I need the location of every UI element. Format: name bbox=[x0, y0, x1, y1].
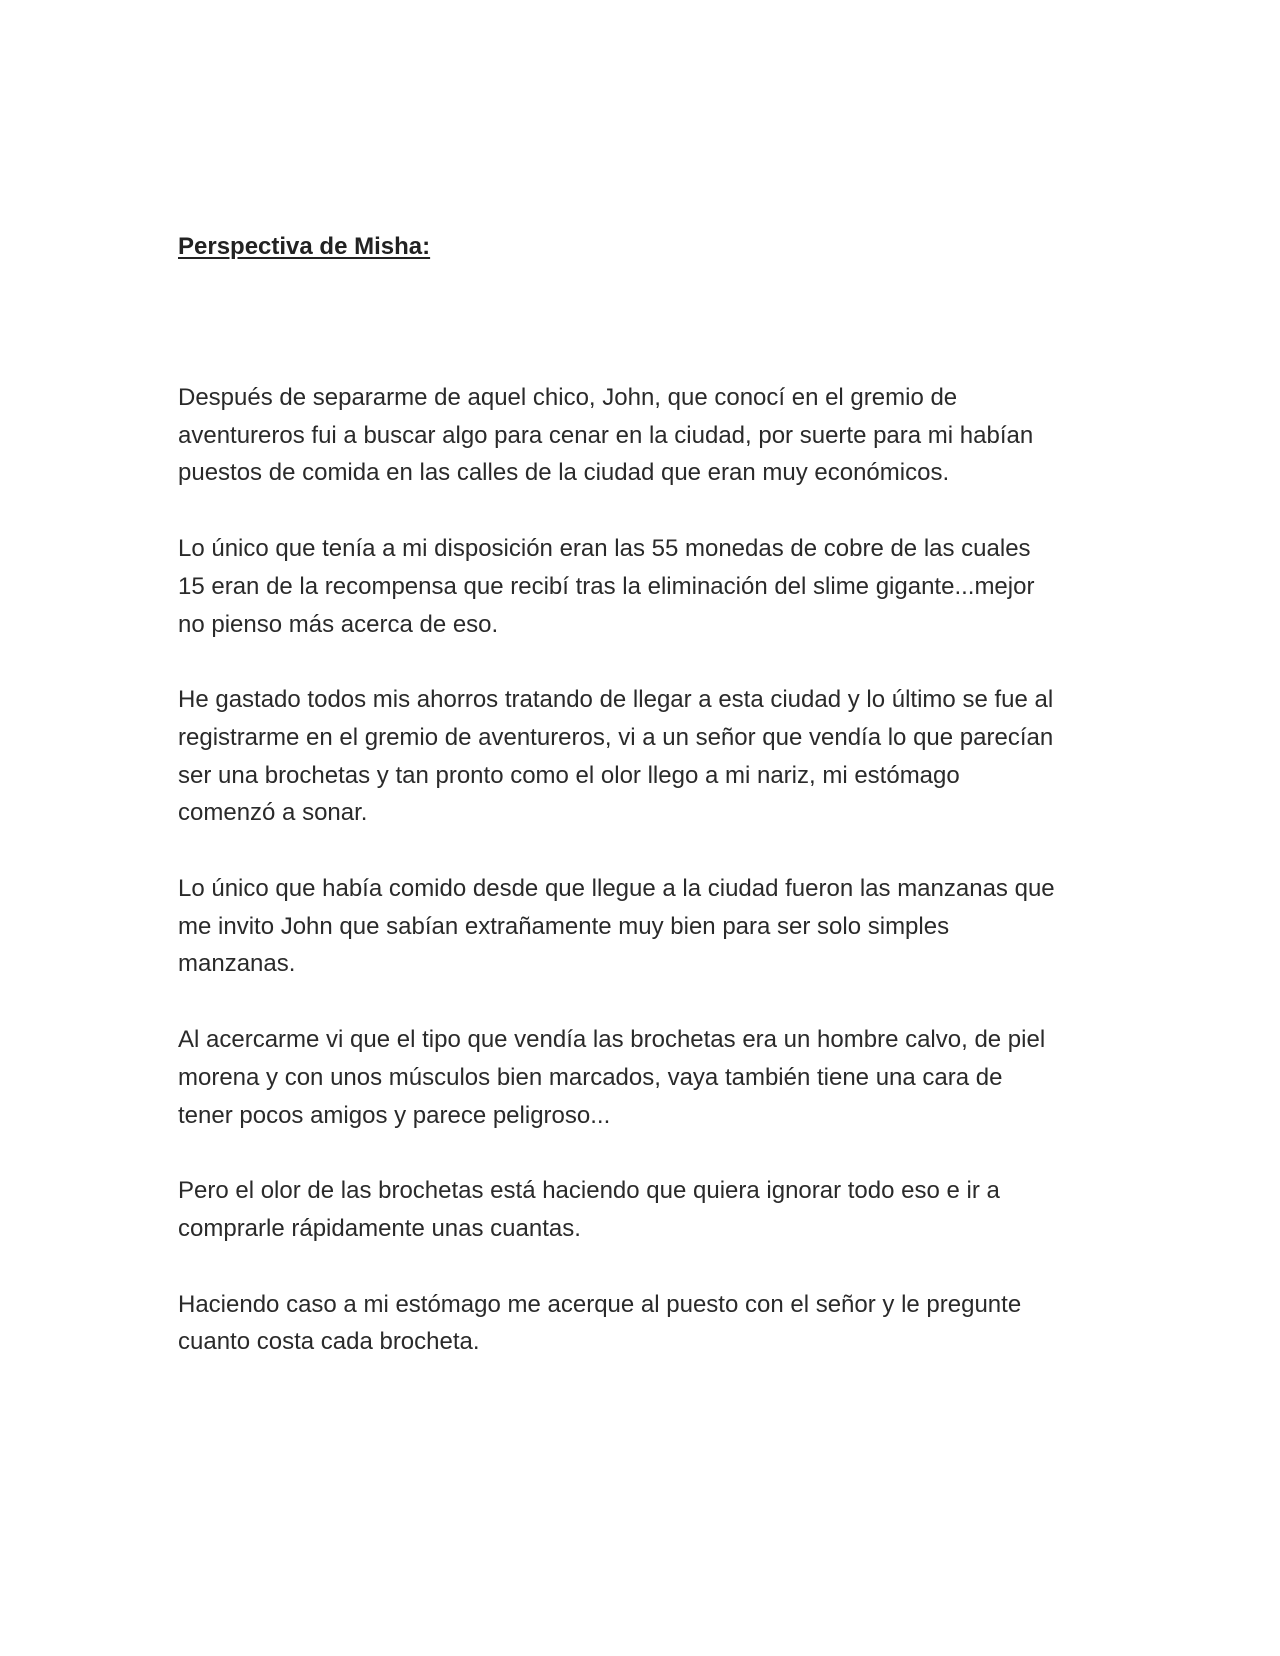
text-line: Pero el olor de las brochetas está haciendo que quiera ignorar todo eso e ir a bbox=[178, 1177, 1000, 1205]
text-line: comprarle rápidamente unas cuantas. bbox=[178, 1214, 581, 1242]
paragraph-7 bbox=[178, 1286, 1108, 1361]
text-line: Haciendo caso a mi estómago me acerque al puesto con el señor y le pregunte bbox=[178, 1290, 1022, 1318]
paragraph-1 bbox=[178, 379, 1108, 492]
text-line: Lo único que había comido desde que llegue a la ciudad fueron las manzanas que bbox=[178, 875, 1055, 903]
text-line: Después de separarme de aquel chico, John, que conocí en el gremio de bbox=[178, 384, 958, 411]
paragraph-5 bbox=[178, 1021, 1108, 1134]
text-line: registrarme en el gremio de aventureros, vi a un señor que vendía lo que parecían bbox=[178, 723, 1054, 751]
paragraph-6 bbox=[178, 1172, 1108, 1247]
text-line: no pienso más acerca de eso. bbox=[178, 610, 499, 638]
text-line: puestos de comida en las calles de la ciudad que eran muy económicos. bbox=[178, 459, 950, 487]
text-line: comenzó a sonar. bbox=[178, 799, 368, 827]
text-line: tener pocos amigos y parece peligroso... bbox=[178, 1101, 611, 1129]
text-line: Al acercarme vi que el tipo que vendía las brochetas era un hombre calvo, de piel bbox=[178, 1026, 1046, 1054]
document-body bbox=[178, 379, 1108, 1399]
paragraph-3 bbox=[178, 681, 1108, 832]
text-line: cuanto costa cada brocheta. bbox=[178, 1328, 480, 1356]
text-line: me invito John que sabían extrañamente muy bien para ser solo simples bbox=[178, 912, 950, 940]
text-line: manzanas. bbox=[178, 950, 296, 978]
section-heading: Perspectiva de Misha: bbox=[178, 233, 431, 260]
text-line: 15 eran de la recompensa que recibí tras la eliminación del slime gigante...mejor bbox=[178, 572, 1035, 600]
text-line: ser una brochetas y tan pronto como el olor llego a mi nariz, mi estómago bbox=[178, 761, 960, 789]
text-line: Lo único que tenía a mi disposición eran las 55 monedas de cobre de las cuales bbox=[178, 535, 1031, 563]
text-line: morena y con unos músculos bien marcados, vaya también tiene una cara de bbox=[178, 1063, 1003, 1091]
paragraph-2 bbox=[178, 530, 1108, 643]
text-line: aventureros fui a buscar algo para cenar en la ciudad, por suerte para mi habían bbox=[178, 421, 1034, 449]
paragraph-4 bbox=[178, 870, 1108, 983]
text-line: He gastado todos mis ahorros tratando de llegar a esta ciudad y lo último se fue al bbox=[178, 686, 1054, 714]
